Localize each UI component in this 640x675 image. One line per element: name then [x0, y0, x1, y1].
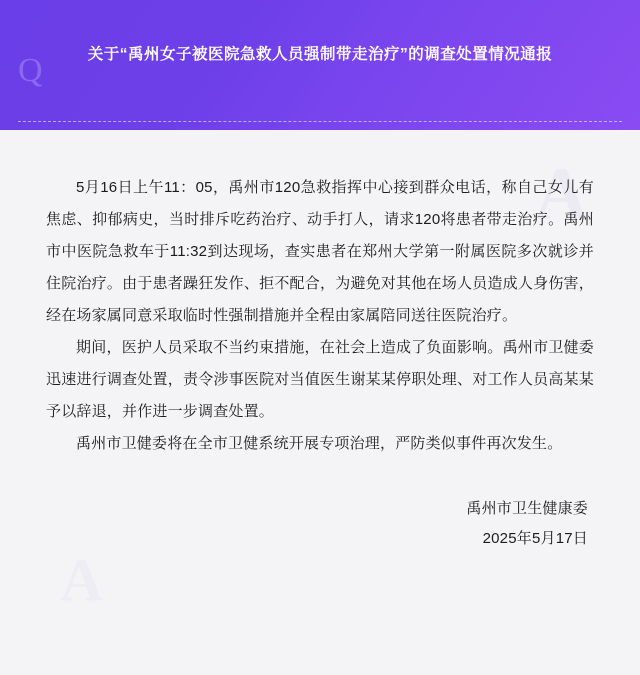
page-title: 关于“禹州女子被医院急救人员强制带走治疗”的调查处置情况通报 — [87, 46, 553, 63]
signature-date: 2025年5月17日 — [482, 530, 588, 547]
paragraph-1: 5月16日上午11：05，禹州市120急救指挥中心接到群众电话，称自己女儿有焦虑、抑郁病史，当时排斥吃药治疗、动手打人，请求120将患者带走治疗。禹州市中医院急救车于11:32到达现场，查实患者在郑州大学第一附属医院多次就诊并住院治疗。由于患者躁狂发作、拒不配合，为避免对其他在场人员造成人身伤害，经在场家属同意采取临时性强制措施并全程由家属陪同送往医院治疗。 — [46, 179, 594, 324]
document-watermark-right-icon: A — [534, 153, 588, 235]
signature-organization: 禹州市卫生健康委 — [466, 500, 588, 517]
document-body — [0, 130, 640, 675]
signature-block — [46, 494, 594, 554]
paragraph-2: 期间，医护人员采取不当约束措施，在社会上造成了负面影响。禹州市卫健委迅速进行调查处置，责令涉事医院对当值医生谢某某停职处理、对工作人员高某某予以辞退，并作进一步调查处置。 — [46, 339, 594, 420]
header-banner — [0, 0, 640, 130]
document-watermark-left-icon — [60, 546, 103, 615]
banner-watermark-icon: Q — [18, 52, 44, 89]
banner-divider — [18, 121, 622, 122]
paragraph-3: 禹州市卫健委将在全市卫健系统开展专项治理，严防类似事件再次发生。 — [76, 435, 563, 452]
